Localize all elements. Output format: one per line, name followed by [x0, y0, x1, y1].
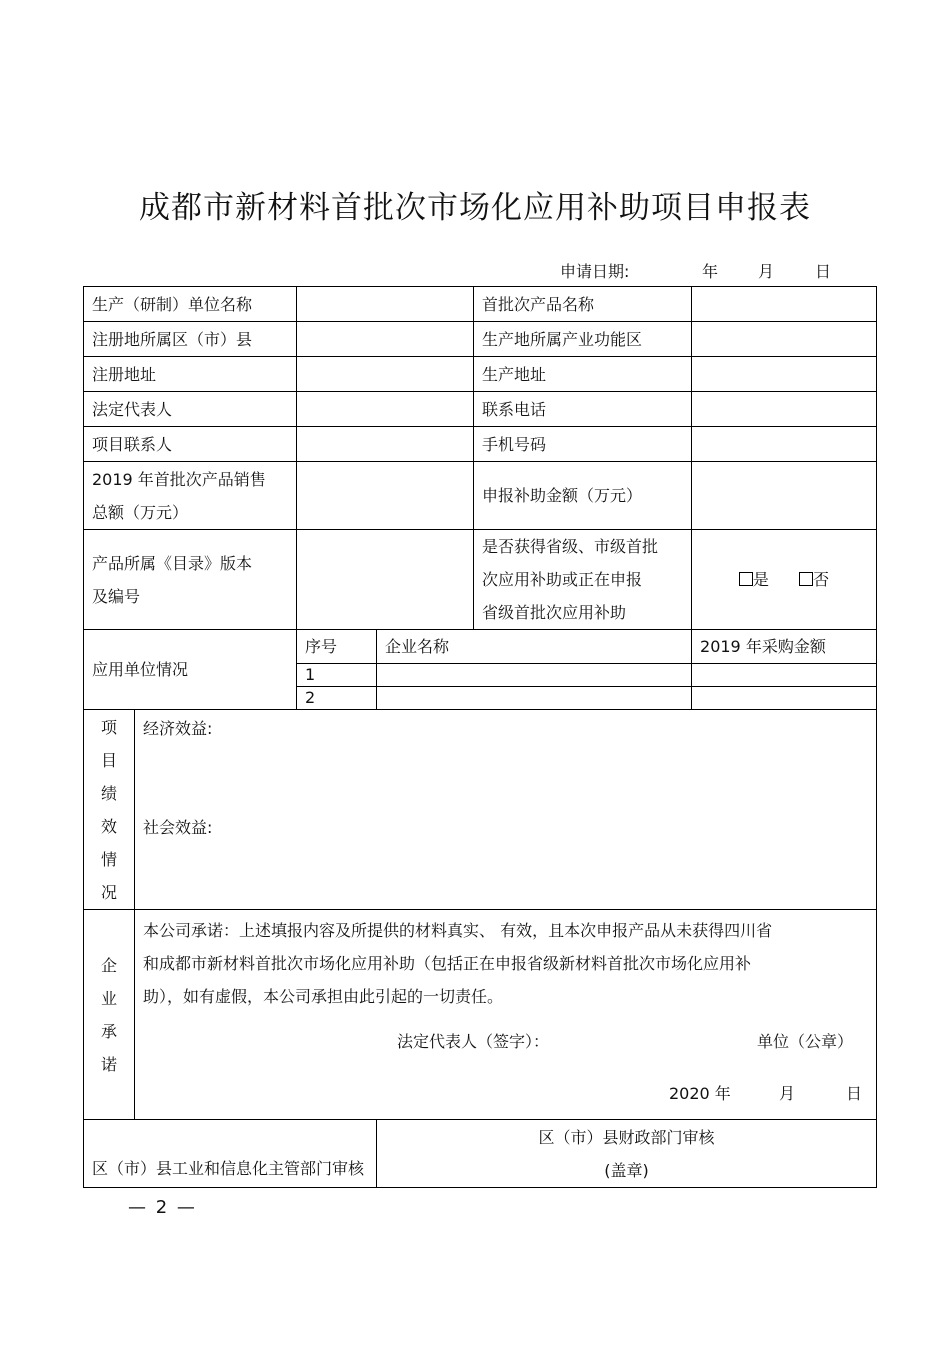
finance-review-seal: (盖章) [604, 1160, 649, 1180]
performance-side-char: 绩 [100, 783, 117, 803]
form-row [84, 530, 877, 630]
commitment-content [135, 910, 877, 1120]
reg-address-field[interactable] [297, 357, 474, 392]
form-row [84, 287, 877, 322]
form-title: 成都市新材料首批次市场化应用补助项目申报表 [139, 190, 811, 226]
app-unit-name-field[interactable] [377, 687, 692, 710]
commitment-side-char: 业 [100, 988, 117, 1008]
legal-rep-field[interactable] [297, 392, 474, 427]
app-units-header-row [84, 630, 877, 664]
application-form-table [83, 286, 877, 1188]
phone-label: 联系电话 [474, 392, 692, 427]
prod-zone-field[interactable] [692, 322, 877, 357]
sales-total-line1: 2019 年首批次产品销售 [92, 469, 266, 489]
form-row [84, 392, 877, 427]
catalog-line2: 及编号 [92, 586, 141, 606]
producer-name-field[interactable] [297, 287, 474, 322]
legal-rep-label: 法定代表人 [84, 392, 297, 427]
sales-total-label [84, 462, 297, 530]
producer-name-label: 生产（研制）单位名称 [84, 287, 297, 322]
commitment-side-char: 诺 [100, 1054, 117, 1074]
col-name-header: 企业名称 [377, 630, 692, 664]
commitment-row [84, 910, 877, 1120]
provincial-subsidy-choice [692, 530, 877, 630]
app-units-label: 应用单位情况 [84, 630, 297, 710]
commitment-side-label [84, 910, 135, 1120]
commitment-line: 和成都市新材料首批次市场化应用补助（包括正在申报省级新材料首批次市场化应用补 [143, 954, 752, 973]
commitment-side-char: 企 [100, 955, 117, 975]
page-number: — 2 — [128, 1197, 197, 1218]
reg-district-label: 注册地所属区（市）县 [84, 322, 297, 357]
subsidy-amount-label: 申报补助金额（万元） [474, 462, 692, 530]
commitment-month: 月 [779, 1084, 796, 1103]
commitment-line: 助），如有虚假，本公司承担由此引起的一切责任。 [143, 987, 504, 1006]
form-row [84, 357, 877, 392]
commitment-text [143, 910, 868, 1013]
app-unit-seq: 1 [297, 664, 377, 687]
col-amount-header: 2019 年采购金额 [692, 630, 877, 664]
commitment-year: 2020 年 [669, 1084, 731, 1103]
subsidy-amount-field[interactable] [692, 462, 877, 530]
apply-date-year: 年 [702, 262, 719, 281]
reg-address-label: 注册地址 [84, 357, 297, 392]
commitment-day: 日 [846, 1084, 863, 1103]
catalog-label [84, 530, 297, 630]
prod-address-label: 生产地址 [474, 357, 692, 392]
provincial-line1: 是否获得省级、市级首批 [482, 537, 659, 556]
provincial-line2: 次应用补助或正在申报 [482, 570, 643, 589]
commitment-side-char: 承 [100, 1021, 117, 1041]
sales-total-line2: 总额（万元） [92, 502, 189, 522]
performance-content[interactable] [135, 710, 877, 910]
product-name-field[interactable] [692, 287, 877, 322]
provincial-subsidy-label [474, 530, 692, 630]
economic-benefit-label: 经济效益: [143, 719, 213, 738]
industry-review-cell: 区（市）县工业和信息化主管部门审核 [84, 1120, 377, 1188]
seal-label: 单位（公章） [757, 1032, 854, 1051]
contact-field[interactable] [297, 427, 474, 462]
catalog-line1: 产品所属《目录》版本 [92, 553, 253, 573]
app-unit-seq: 2 [297, 687, 377, 710]
performance-side-label [84, 710, 135, 910]
prod-zone-label: 生产地所属产业功能区 [474, 322, 692, 357]
yes-label: 是 [752, 570, 769, 589]
app-unit-amount-field[interactable] [692, 664, 877, 687]
performance-side-char: 情 [100, 849, 117, 869]
form-row [84, 322, 877, 357]
performance-row [84, 710, 877, 910]
prod-address-field[interactable] [692, 357, 877, 392]
finance-review-cell [377, 1120, 877, 1188]
provincial-line3: 省级首批次应用补助 [482, 603, 627, 622]
sales-total-field[interactable] [297, 462, 474, 530]
apply-date-day: 日 [815, 262, 832, 281]
no-label: 否 [813, 570, 830, 589]
signature-label: 法定代表人（签字）： [397, 1032, 550, 1051]
product-name-label: 首批次产品名称 [474, 287, 692, 322]
app-unit-name-field[interactable] [377, 664, 692, 687]
signature-row [143, 1025, 868, 1061]
performance-side-char: 目 [100, 750, 117, 770]
mobile-label: 手机号码 [474, 427, 692, 462]
catalog-field[interactable] [297, 530, 474, 630]
performance-side-char: 项 [100, 717, 117, 737]
reg-district-field[interactable] [297, 322, 474, 357]
app-unit-amount-field[interactable] [692, 687, 877, 710]
performance-side-char: 效 [100, 816, 117, 836]
yes-checkbox[interactable] [739, 572, 753, 586]
review-row [84, 1120, 877, 1188]
commitment-line: 本公司承诺：上述填报内容及所提供的材料真实、 有效，且本次申报产品从未获得四川省 [143, 921, 773, 940]
social-benefit-label: 社会效益: [143, 818, 213, 837]
apply-date-label: 申请日期: [560, 262, 630, 281]
col-seq-header: 序号 [297, 630, 377, 664]
form-row [84, 427, 877, 462]
mobile-field[interactable] [692, 427, 877, 462]
performance-side-char: 况 [100, 882, 117, 902]
apply-date-month: 月 [758, 262, 775, 281]
finance-review-label: 区（市）县财政部门审核 [538, 1127, 715, 1147]
commitment-date [143, 1077, 868, 1107]
no-checkbox[interactable] [799, 572, 813, 586]
contact-label: 项目联系人 [84, 427, 297, 462]
form-row [84, 462, 877, 530]
phone-field[interactable] [692, 392, 877, 427]
